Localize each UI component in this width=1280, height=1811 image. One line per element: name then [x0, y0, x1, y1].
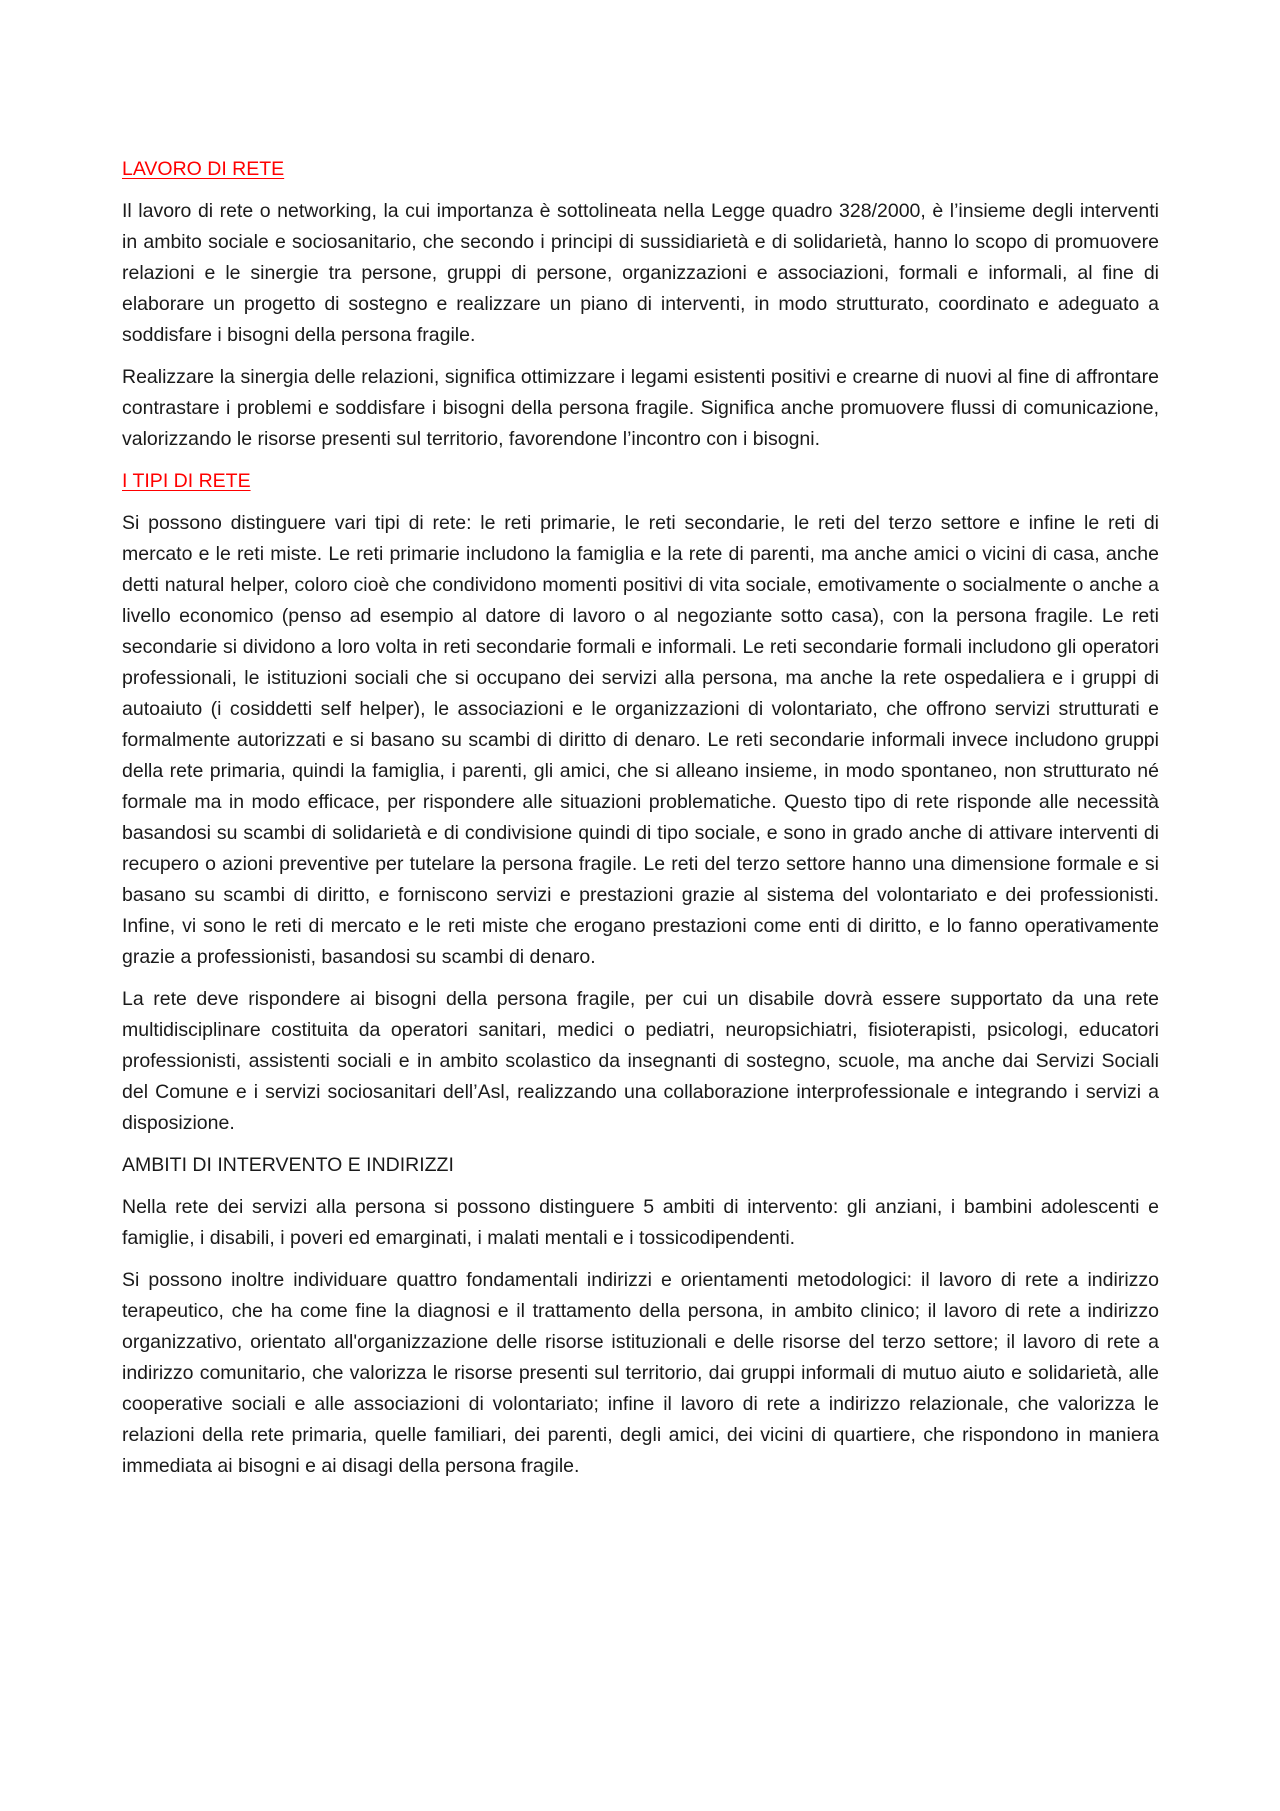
heading-tipi-di-rete: I TIPI DI RETE	[122, 470, 251, 492]
paragraph-tipi-di-rete: Si possono distinguere vari tipi di rete: le reti primarie, le reti secondarie, le reti del terzo settore e infine le reti di mercato e le reti miste. Le reti primarie includono la famiglia e la rete di parenti, ma anche amici o vicini di casa, anche detti natural helper, coloro cioè che condividono momenti positivi di vita sociale, emotivamente o socialmente o anche a livello economico (penso ad esempio al datore di lavoro o al negoziante sotto casa), con la persona fragile. Le reti secondarie si dividono a loro volta in reti secondarie formali e informali. Le reti secondarie formali includono gli operatori professionali, le istituzioni sociali che si occupano dei servizi alla persona, ma anche la rete ospedaliera e i gruppi di autoaiuto (i cosiddetti self helper), le associazioni e le organizzazioni di volontariato, che offrono servizi strutturati e formalmente autorizzati e si basano su scambi di diritto di denaro. Le reti secondarie informali invece includono gruppi della rete primaria, quindi la famiglia, i parenti, gli amici, che si alleano insieme, in modo spontaneo, non strutturato né formale ma in modo efficace, per rispondere alle situazioni problematiche. Questo tipo di rete risponde alle necessità basandosi su scambi di solidarietà e di condivisione quindi di tipo sociale, e sono in grado anche di attivare interventi di recupero o azioni preventive per tutelare la persona fragile. Le reti del terzo settore hanno una dimensione formale e si basano su scambi di diritto, e forniscono servizi e prestazioni grazie al sistema del volontariato e dei professionisti. Infine, vi sono le reti di mercato e le reti miste che erogano prestazioni come enti di diritto, e lo fanno operativamente grazie a professionisti, basandosi su scambi di denaro.	[122, 512, 1159, 968]
heading-lavoro-di-rete: LAVORO DI RETE	[122, 158, 285, 180]
paragraph-ambiti-intervento: Nella rete dei servizi alla persona si possono distinguere 5 ambiti di intervento: gli anziani, i bambini adolescenti e famiglie, i disabili, i poveri ed emarginati, i malati mentali e i tossicodipendenti.	[122, 1196, 1159, 1249]
paragraph-indirizzi-metodologici: Si possono inoltre individuare quattro fondamentali indirizzi e orientamenti metodologici: il lavoro di rete a indirizzo terapeutico, che ha come fine la diagnosi e il trattamento della persona, in ambito clinico; il lavoro di rete a indirizzo organizzativo, orientato all'organizzazione delle risorse istituzionali e delle risorse del terzo settore; il lavoro di rete a indirizzo comunitario, che valorizza le risorse presenti sul territorio, dai gruppi informali di mutuo aiuto e solidarietà, alle cooperative sociali e alle associazioni di volontariato; infine il lavoro di rete a indirizzo relazionale, che valorizza le relazioni della rete primaria, quelle familiari, dei parenti, degli amici, dei vicini di quartiere, che rispondono in maniera immediata ai bisogni e ai disagi della persona fragile.	[122, 1269, 1159, 1477]
paragraph-rete-persona-fragile: La rete deve rispondere ai bisogni della persona fragile, per cui un disabile dovrà essere supportato da una rete multidisciplinare costituita da operatori sanitari, medici o pediatri, neuropsichiatri, fisioterapisti, psicologi, educatori professionisti, assistenti sociali e in ambito scolastico da insegnanti di sostegno, scuole, ma anche dai Servizi Sociali del Comune e i servizi sociosanitari dell’Asl, realizzando una collaborazione interprofessionale e integrando i servizi a disposizione.	[122, 988, 1159, 1134]
heading-ambiti-intervento: AMBITI DI INTERVENTO E INDIRIZZI	[122, 1154, 454, 1176]
paragraph-sinergia-relazioni: Realizzare la sinergia delle relazioni, significa ottimizzare i legami esistenti positivi e crearne di nuovi al fine di affrontare contrastare i problemi e soddisfare i bisogni della persona fragile. Significa anche promuovere flussi di comunicazione, valorizzando le risorse presenti sul territorio, favorendone l’incontro con i bisogni.	[122, 366, 1159, 450]
paragraph-networking-definition: Il lavoro di rete o networking, la cui importanza è sottolineata nella Legge quadro 328/2000, è l’insieme degli interventi in ambito sociale e sociosanitario, che secondo i principi di sussidiarietà e di solidarietà, hanno lo scopo di promuovere relazioni e le sinergie tra persone, gruppi di persone, organizzazioni e associazioni, formali e informali, al fine di elaborare un progetto di sostegno e realizzare un piano di interventi, in modo strutturato, coordinato e adeguato a soddisfare i bisogni della persona fragile.	[122, 200, 1159, 346]
